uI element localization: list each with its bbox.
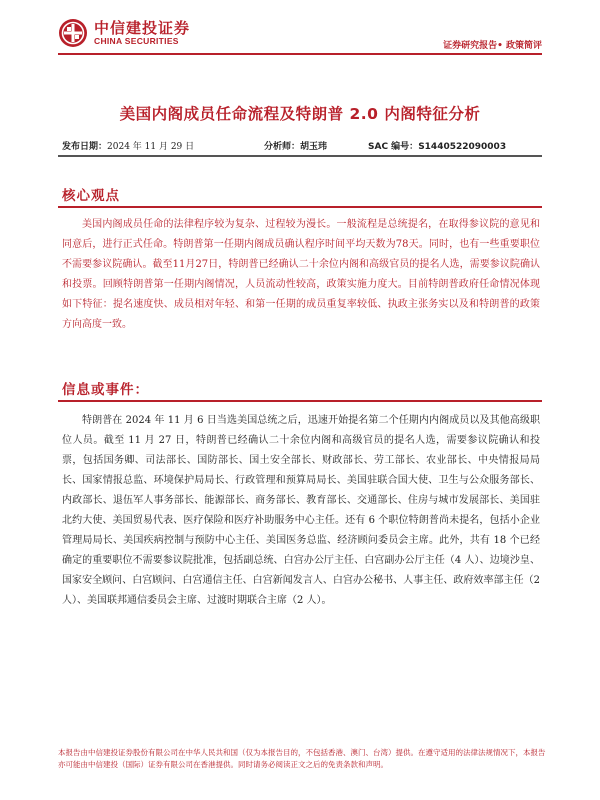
- footer-disclaimer: 本报告由中信建投证券股份有限公司在中华人民共和国（仅为本报告目的，不包括香港、澳门、台湾）提供。在遵守适用的法律法规情况下，本报告亦可能由中信建投（国际）证券有限公司在香港提供。同时请务必阅读正文之后的免责条款和声明。: [58, 748, 546, 769]
- report-title: 美国内阁成员任命流程及特朗普 2.0 内阁特征分析: [119, 105, 481, 123]
- report-meta: [62, 139, 542, 153]
- page-header: [0, 0, 600, 62]
- sac-number: [368, 139, 506, 152]
- company-logo: [58, 18, 190, 48]
- events-paragraph: 特朗普在 2024 年 11 月 6 日当选美国总统之后，迅速开始提名第二个任期内内阁成员以及其他高级职位人员。截至 11 月 27 日，特朗普已经确认二十余位内阁和高级官员的提名人选，需要参议院确认和投票，包括国务卿、司法部长、国防部长、国土安全部长、财政部长、劳工部长、农业部长、中央情报局局长、国家情报总监、环境保护局局长、行政管理和预算局局长、美国驻联合国大使、卫生与公众服务部长、内政部长、退伍军人事务部长、能源部长、商务部长、教育部长、交通部长、住房与城市发展部长、美国驻北约大使、美国贸易代表、医疗保险和医疗补助服务中心主任。还有 6 个职位特朗普尚未提名，包括小企业管理局局长、美国疾病控制与预防中心主任、美国医务总监、经济顾问委员会主席。此外，共有 18 个已经确定的重要职位不需要参议院批准，包括副总统、白宫办公厅主任、白宫副办公厅主任（4 人）、边境沙皇、国家安全顾问、白宫顾问、白宫通信主任、白宫新闻发言人、白宫办公秘书、人事主任、政府效率部主任（2 人）、美国联邦通信委员会主席、过渡时期联合主席（2 人）。: [62, 415, 540, 606]
- analyst: [264, 139, 327, 152]
- core-view-heading: 核心观点: [62, 188, 120, 204]
- publish-date-value: 2024 年 11 月 29 日: [107, 142, 195, 152]
- core-view-divider: [58, 206, 542, 208]
- header-divider: [58, 53, 542, 55]
- analyst-name: 胡玉玮: [300, 142, 328, 152]
- logo-chinese-name: 中信建投证券: [94, 18, 191, 37]
- logo-english-name: CHINA SECURITIES: [94, 35, 179, 46]
- meta-divider: [58, 155, 542, 157]
- publish-date: [62, 139, 194, 152]
- events-heading: 信息或事件：: [62, 382, 149, 398]
- csc-logo-icon: [58, 18, 88, 48]
- sac-label: SAC 编号：: [368, 142, 419, 152]
- sac-value: S1440522090003: [418, 142, 507, 152]
- core-view-paragraph: 美国内阁成员任命的法律程序较为复杂、过程较为漫长。一般流程是总统提名，在取得参议院的意见和同意后，进行正式任命。特朗普第一任期内阁成员确认程序时间平均天数为78天。同时，也有一些重要职位不需要参议院确认。截至11月27日，特朗普已经确认二十余位内阁和高级官员的提名人选，需要参议院确认和投票。回顾特朗普第一任期内阁情况，人员流动性较高，政策实施力度大。目前特朗普政府任命情况体现如下特征：提名速度快、成员相对年轻、和第一任期的成员重复率较低、执政主张务实以及和特朗普的政策方向高度一致。: [62, 219, 540, 330]
- report-category-tag: 证券研究报告• 政策简评: [443, 41, 542, 51]
- events-divider: [58, 400, 542, 402]
- publish-date-label: 发布日期：: [62, 142, 108, 152]
- analyst-label: 分析师：: [264, 142, 301, 152]
